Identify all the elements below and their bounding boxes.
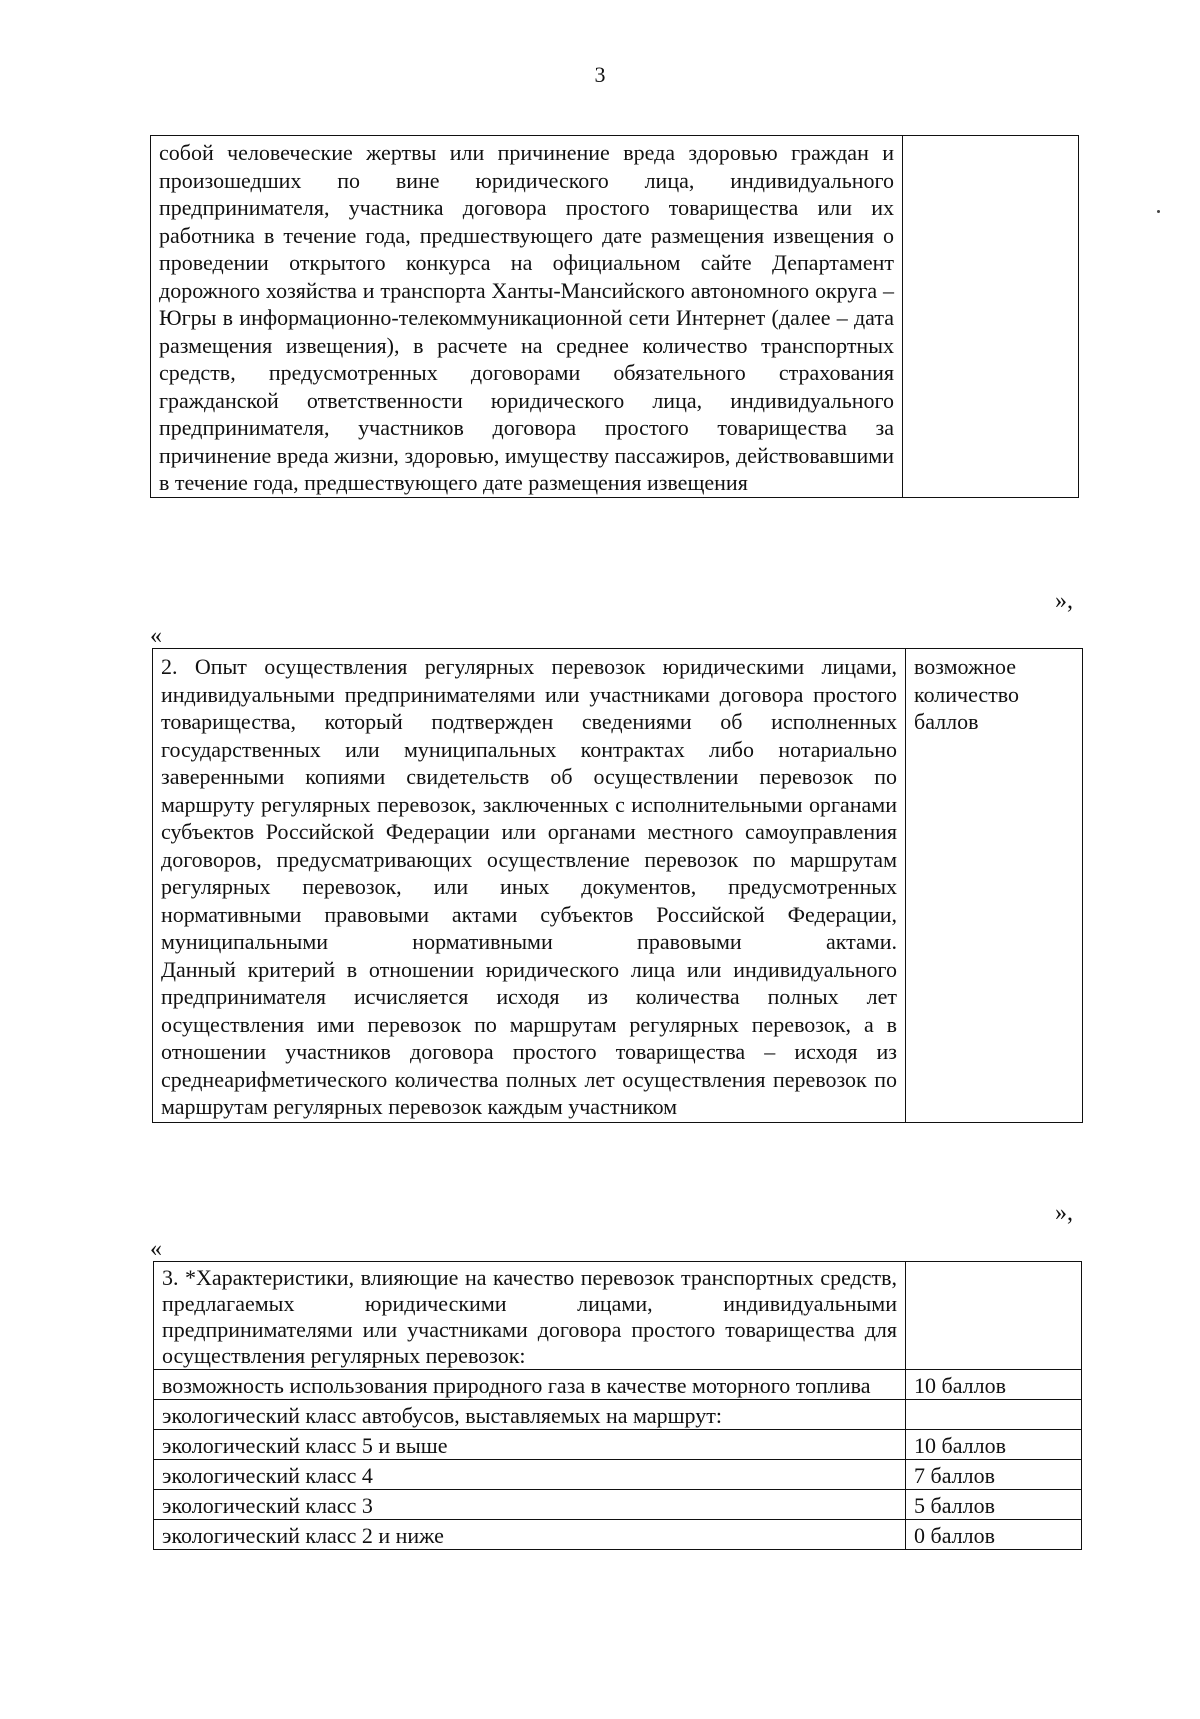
criterion-1-score <box>903 136 1079 498</box>
criterion-3-eco-class-4-score: 7 баллов <box>906 1460 1082 1490</box>
criterion-3-eco-class-4: экологический класс 4 <box>154 1460 906 1490</box>
criterion-2-paragraph-1: 2. Опыт осуществления регулярных перевозок юридическими лицами, индивидуальными предпринимателями или участниками договора простого товарищества, который подтвержден сведениями об исполненных государственных или муниципальных контрактах либо нотариально заверенными копиями свидетельств об осуществлении перевозок по маршруту регулярных перевозок, заключенных с исполнительными органами субъектов Российской Федерации или органами местного самоуправления договоров, предусматривающих осуществление перевозок по маршрутам регулярных перевозок, или иных документов, предусмотренных нормативными правовыми актами субъектов Российской Федерации, муниципальными нормативными правовыми актами. <box>161 654 897 954</box>
scan-speck <box>1157 210 1160 213</box>
table-row <box>153 649 1083 1123</box>
criteria-table-1 <box>150 135 1079 498</box>
table-row <box>154 1262 1082 1370</box>
criterion-2-text <box>153 649 906 1123</box>
closing-quote-2: », <box>1055 1200 1073 1226</box>
table-row <box>154 1490 1082 1520</box>
criterion-2-score: возможное количество баллов <box>906 649 1083 1123</box>
criterion-3-eco-class-2: экологический класс 2 и ниже <box>154 1520 906 1550</box>
criterion-1-text: собой человеческие жертвы или причинение вреда здоровью граждан и произошедших по вине юридического лица, индивидуального предпринимателя, участника договора простого товарищества или их работника в течение года, предшествующего дате размещения извещения о проведении открытого конкурса на официальном сайте Департамент дорожного хозяйства и транспорта Ханты-Мансийского автономного округа – Югры в информационно-телекоммуникационной сети Интернет (далее – дата размещения извещения), в расчете на среднее количество транспортных средств, предусмотренных договорами обязательного страхования гражданской ответственности юридического лица, индивидуального предпринимателя, участников договора простого товарищества за причинение вреда жизни, здоровью, имуществу пассажиров, действовавшими в течение года, предшествующего дате размещения извещения <box>151 136 903 498</box>
criterion-3-eco-class-heading-score <box>906 1400 1082 1430</box>
closing-quote-1: », <box>1055 588 1073 614</box>
table-row <box>154 1400 1082 1430</box>
criterion-3-gas-fuel-score: 10 баллов <box>906 1370 1082 1400</box>
page-number: 3 <box>594 62 606 87</box>
table-row <box>151 136 1079 498</box>
criterion-3-heading-score <box>906 1262 1082 1370</box>
opening-quote-3: « <box>150 1236 162 1262</box>
criterion-2-paragraph-2: Данный критерий в отношении юридического лица или индивидуального предпринимателя исчисляется исходя из количества полных лет осуществления ими перевозок по маршрутам регулярных перевозок, а в отношении участников договора простого товарищества – исходя из среднеарифметического количества полных лет осуществления перевозок по маршрутам регулярных перевозок каждым участником <box>161 956 897 1119</box>
criterion-3-gas-fuel: возможность использования природного газа в качестве моторного топлива <box>154 1370 906 1400</box>
opening-quote-2: « <box>150 623 162 649</box>
table-row <box>154 1460 1082 1490</box>
table-row <box>154 1370 1082 1400</box>
criterion-3-eco-class-heading: экологический класс автобусов, выставляемых на маршрут: <box>154 1400 906 1430</box>
criterion-3-heading: 3. *Характеристики, влияющие на качество перевозок транспортных средств, предлагаемых юридическими лицами, индивидуальными предпринимателями или участниками договора простого товарищества для осуществления регулярных перевозок: <box>154 1262 906 1370</box>
table-row <box>154 1520 1082 1550</box>
criterion-3-eco-class-3-score: 5 баллов <box>906 1490 1082 1520</box>
criteria-table-3 <box>153 1261 1082 1550</box>
criterion-3-eco-class-5-score: 10 баллов <box>906 1430 1082 1460</box>
criterion-3-eco-class-2-score: 0 баллов <box>906 1520 1082 1550</box>
criterion-3-eco-class-3: экологический класс 3 <box>154 1490 906 1520</box>
criteria-table-2 <box>152 648 1083 1123</box>
table-row <box>154 1430 1082 1460</box>
criterion-3-eco-class-5: экологический класс 5 и выше <box>154 1430 906 1460</box>
